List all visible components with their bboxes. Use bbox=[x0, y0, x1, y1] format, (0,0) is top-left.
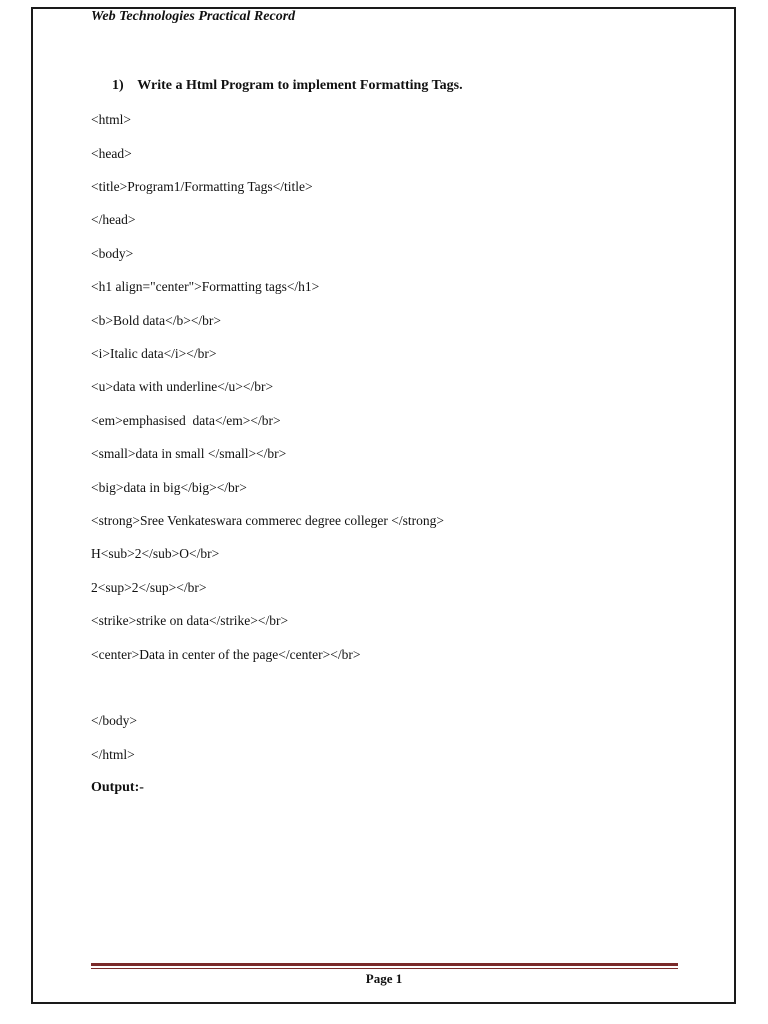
code-line: <strong>Sree Venkateswara commerec degree colleger </strong> bbox=[91, 513, 444, 528]
code-line: </html> bbox=[91, 747, 135, 762]
footer-rule bbox=[91, 963, 678, 966]
question-text: Write a Html Program to implement Formatting Tags. bbox=[137, 78, 463, 93]
code-line: <center>Data in center of the page</center></br> bbox=[91, 647, 361, 662]
code-line: <i>Italic data</i></br> bbox=[91, 346, 217, 361]
code-line: <body> bbox=[91, 246, 134, 261]
code-line: <html> bbox=[91, 112, 131, 127]
code-line: <h1 align="center">Formatting tags</h1> bbox=[91, 279, 320, 294]
code-line: <title>Program1/Formatting Tags</title> bbox=[91, 179, 313, 194]
question-heading bbox=[112, 78, 463, 94]
question-number: 1) bbox=[112, 78, 124, 93]
page-number: Page 1 bbox=[365, 971, 403, 986]
output-label: Output:- bbox=[91, 780, 144, 795]
page-border bbox=[31, 7, 736, 1004]
code-line: <b>Bold data</b></br> bbox=[91, 313, 222, 328]
code-line: <small>data in small </small></br> bbox=[91, 446, 287, 461]
code-line: <head> bbox=[91, 146, 132, 161]
code-line: 2<sup>2</sup></br> bbox=[91, 580, 207, 595]
code-line: </head> bbox=[91, 212, 136, 227]
code-line: <u>data with underline</u></br> bbox=[91, 379, 274, 394]
code-line: <big>data in big</big></br> bbox=[91, 480, 247, 495]
code-line: </body> bbox=[91, 713, 137, 728]
running-header-title: Web Technologies Practical Record bbox=[91, 9, 296, 24]
footer-rule-thin bbox=[91, 968, 678, 969]
code-line: H<sub>2</sub>O</br> bbox=[91, 546, 220, 561]
code-line: <em>emphasised data</em></br> bbox=[91, 413, 281, 428]
code-line: <strike>strike on data</strike></br> bbox=[91, 613, 289, 628]
